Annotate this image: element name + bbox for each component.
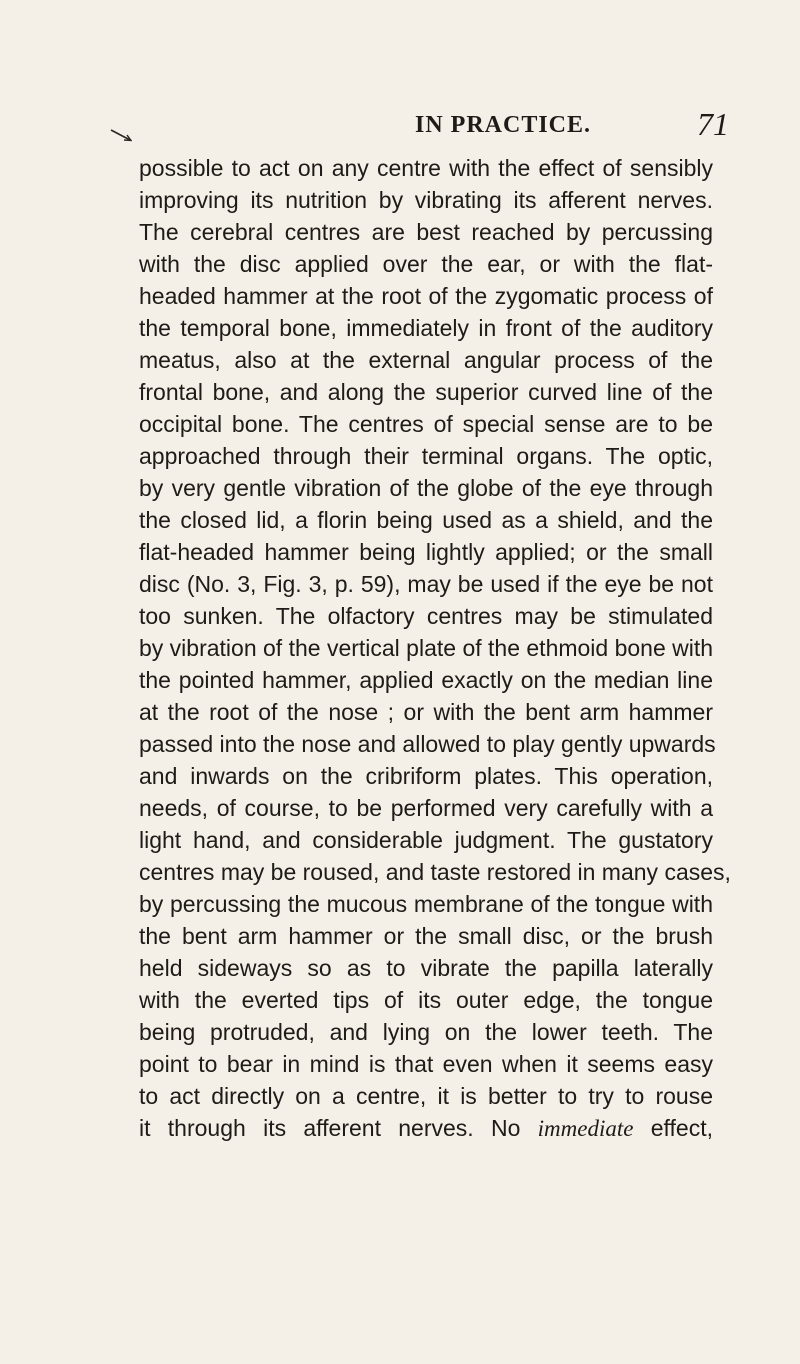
running-head: IN PRACTICE.: [415, 112, 592, 138]
text-line: centres may be roused, and taste restored in many cases,: [139, 859, 731, 885]
text-line: by vibration of the vertical plate of the ethmoid bone with: [139, 635, 714, 661]
last-line-start: it through its afferent nerves. No: [139, 1115, 538, 1141]
text-line: the temporal bone, immediately in front of the auditory: [139, 315, 713, 341]
text-line: frontal bone, and along the superior curved line of the: [139, 379, 713, 405]
text-line: The cerebral centres are best reached by percussing: [139, 219, 713, 245]
text-line: headed hammer at the root of the zygomatic process of: [139, 283, 713, 309]
text-line: at the root of the nose ; or with the bent arm hammer: [139, 699, 713, 725]
text-line: too sunken. The olfactory centres may be stimulated: [139, 603, 713, 629]
text-line: by very gentle vibration of the globe of the eye through: [139, 475, 713, 501]
text-line: occipital bone. The centres of special sense are to be: [139, 411, 713, 437]
text-line: meatus, also at the external angular process of the: [139, 347, 713, 373]
text-line: the closed lid, a florin being used as a shield, and the: [139, 507, 713, 533]
text-line-last: [139, 1112, 713, 1144]
text-line: needs, of course, to be performed very carefully with a: [139, 795, 713, 821]
text-line: being protruded, and lying on the lower teeth. The: [139, 1019, 713, 1045]
text-line: possible to act on any centre with the effect of sensibly: [139, 155, 713, 181]
text-line: by percussing the mucous membrane of the tongue with: [139, 891, 713, 917]
text-line: improving its nutrition by vibrating its afferent nerves.: [139, 187, 713, 213]
text-line: to act directly on a centre, it is better to try to rouse: [139, 1083, 713, 1109]
italic-word: immediate: [537, 1116, 634, 1141]
page-number: 71: [697, 106, 729, 142]
text-line: flat-headed hammer being lightly applied; or the small: [139, 539, 713, 565]
text-line: held sideways so as to vibrate the papilla laterally: [139, 955, 713, 981]
body-text: [139, 152, 731, 1144]
text-line: the pointed hammer, applied exactly on the median line: [139, 667, 713, 693]
last-line-end: effect,: [633, 1115, 713, 1141]
text-line: disc (No. 3, Fig. 3, p. 59), may be used if the eye be not: [139, 571, 713, 597]
text-line: and inwards on the cribriform plates. This operation,: [139, 763, 713, 789]
text-line: with the everted tips of its outer edge, the tongue: [139, 987, 713, 1013]
margin-mark: [110, 128, 132, 142]
text-line: approached through their terminal organs. The optic,: [139, 443, 713, 469]
text-line: light hand, and considerable judgment. The gustatory: [139, 827, 713, 853]
text-line: passed into the nose and allowed to play gently upwards: [139, 731, 716, 757]
text-line: with the disc applied over the ear, or with the flat-: [139, 251, 713, 277]
text-line: the bent arm hammer or the small disc, or the brush: [139, 923, 713, 949]
text-line: point to bear in mind is that even when it seems easy: [139, 1051, 713, 1077]
